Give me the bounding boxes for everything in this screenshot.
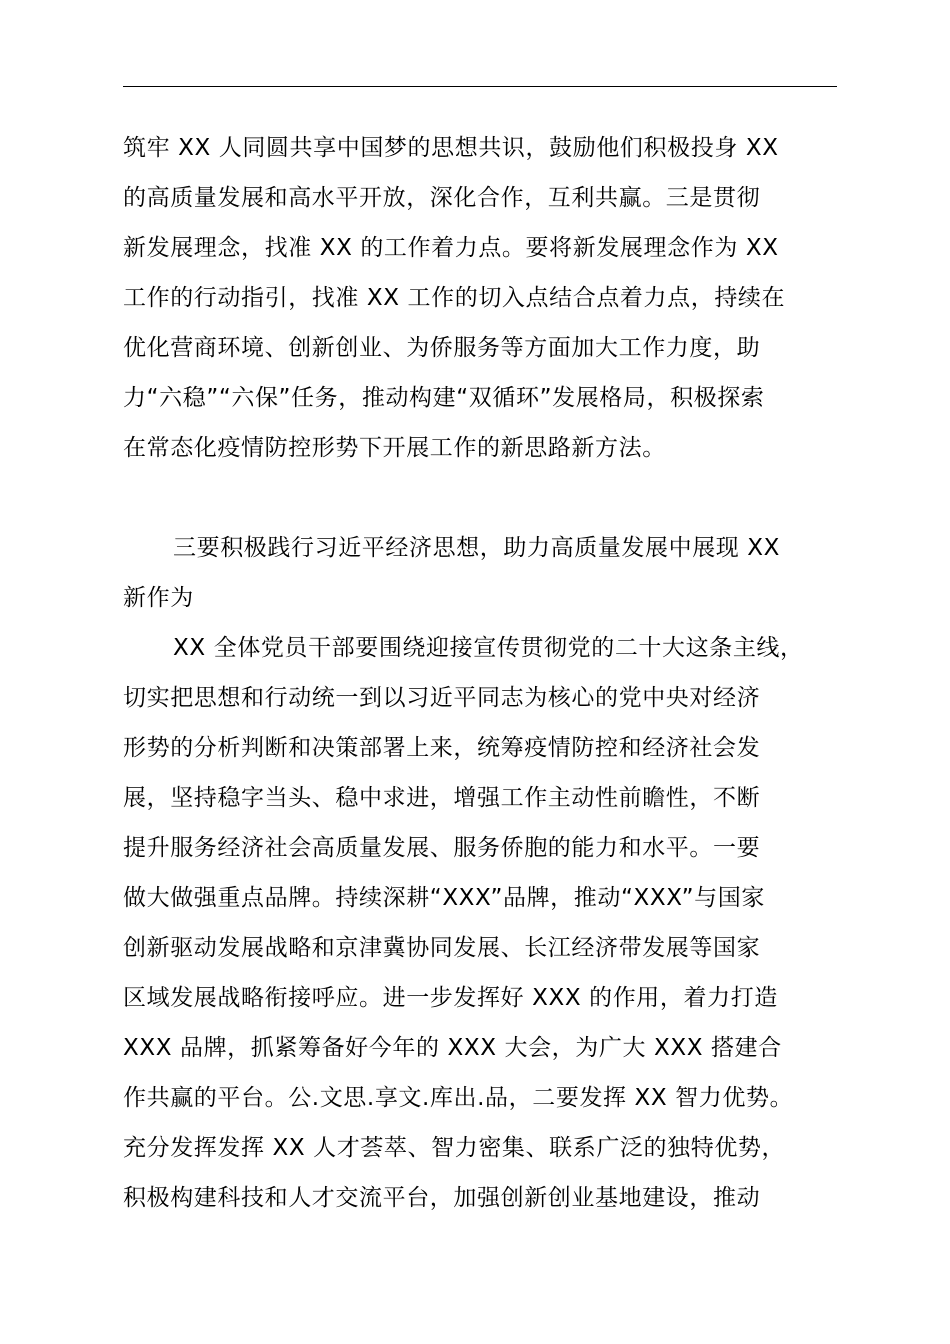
text-line: 创新驱动发展战略和京津冀协同发展、长江经济带发展等国家 [123, 935, 761, 961]
text-line: 切实把思想和行动统一到以习近平同志为核心的党中央对经济 [123, 685, 761, 711]
text-line: 积极构建科技和人才交流平台，加强创新创业基地建设，推动 [123, 1185, 761, 1211]
text-line: 的高质量发展和高水平开放，深化合作，互利共赢。三是贯彻 [123, 185, 761, 211]
paragraph-start: XX 全体党员干部要围绕迎接宣传贯彻党的二十大这条主线， [173, 635, 804, 661]
text-line: 充分发挥发挥 XX 人才荟萃、智力密集、联系广泛的独特优势， [123, 1135, 786, 1161]
text-line: 力“六稳”“六保”任务，推动构建“双循环”发展格局，积极探索 [123, 385, 765, 411]
text-line: 做大做强重点品牌。持续深耕“XXX”品牌，推动“XXX”与国家 [123, 885, 765, 911]
text-line: 新发展理念，找准 XX 的工作着力点。要将新发展理念作为 XX [123, 235, 779, 261]
text-line: XXX 品牌，抓紧筹备好今年的 XXX 大会，为广大 XXX 搭建合 [123, 1035, 782, 1061]
text-line: 筑牢 XX 人同圆共享中国梦的思想共识，鼓励他们积极投身 XX [123, 135, 779, 161]
text-line: 区域发展战略衔接呼应。进一步发挥好 XXX 的作用，着力打造 [123, 985, 778, 1011]
text-line: 展，坚持稳字当头、稳中求进，增强工作主动性前瞻性，不断 [123, 785, 761, 811]
section-heading: 三要积极践行习近平经济思想，助力高质量发展中展现 XX [173, 535, 781, 561]
text-line: 工作的行动指引，找准 XX 工作的切入点结合点着力点，持续在 [123, 285, 786, 311]
text-line: 提升服务经济社会高质量发展、服务侨胞的能力和水平。一要 [123, 835, 761, 861]
text-line: 作共赢的平台。公.文思.享文.库出.品，二要发挥 XX 智力优势。 [123, 1085, 794, 1111]
section-heading-continuation: 新作为 [123, 585, 194, 611]
header-rule [123, 86, 837, 87]
text-line: 在常态化疫情防控形势下开展工作的新思路新方法。 [123, 435, 666, 461]
text-line: 形势的分析判断和决策部署上来，统筹疫情防控和经济社会发 [123, 735, 761, 761]
text-line: 优化营商环境、创新创业、为侨服务等方面加大工作力度，助 [123, 335, 761, 361]
